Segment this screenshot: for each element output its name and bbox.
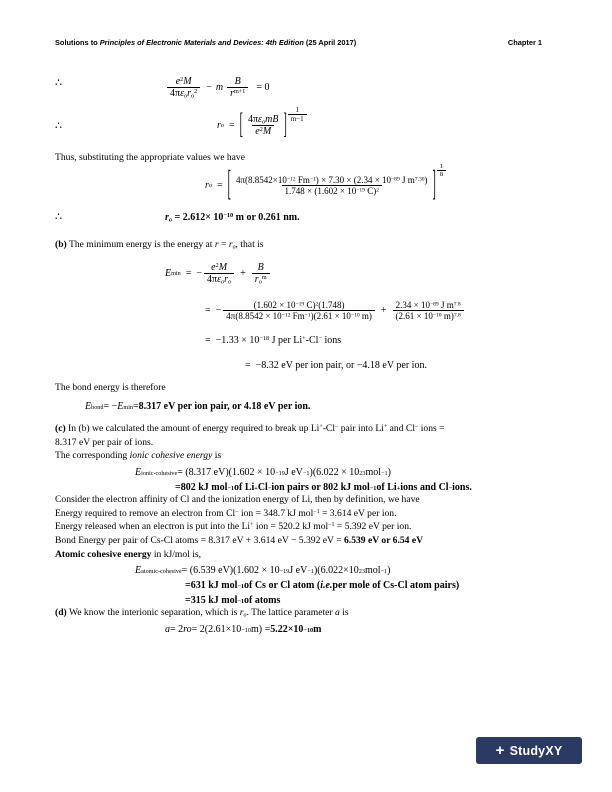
lattice-parameter-value: 5.22×10 [270,624,304,636]
eq1-den-r-sub: o [191,92,195,100]
bond-energy-result: 6.539 eV or 6.54 eV [344,534,424,546]
eq5-minus: − [196,268,203,280]
equation-3 [55,163,560,206]
eq9-bond-energy-value: 8.317 eV per ion pair, or 4.18 eV per ion. [138,401,311,413]
eq1-B-den-exp: m+1 [233,88,246,96]
eq4-unit: m or 0.261 nm. [233,212,300,224]
part-d-label: (d) [55,607,67,619]
equation-10: E ionic-cohesive = (8.317 eV)(1.602 × 10 −19 J eV −1 )(6.022 × 10 23 mol −1 ) [135,467,391,479]
eq3-numerator: $4\pi(8.8542\times 10^{-12}$ $Fm^{-1}) \times 7.30 \times (2.34 \times 10^{-89}$ J $m^{7.30}$) [235,175,428,186]
eq3-denominator: $1.748 \times (1.602 \times 10^{-19}$ C)$^2$ [282,185,382,196]
part-b-label: (b) [55,238,67,250]
eq6-minus: − [215,304,222,316]
eq2-left-bracket: [ [239,109,243,143]
eq2-den-M: M [262,126,272,138]
eq1-den-r: r [187,88,192,99]
eq1-B-den-r: r [230,88,234,100]
eq7-equals: = [205,334,211,346]
part-c-label: (c) [55,423,66,435]
document-body [55,62,560,635]
eq4-r: r [165,212,169,224]
equation-8 [55,360,560,371]
watermark-study: Study [509,743,546,758]
atomic-cohesive-line: Atomic cohesive energy in kJ/mol is, [55,548,202,560]
eq1-num-e: e [175,76,181,87]
eq4-value: = 2.612× 10 [172,212,224,224]
eq3-right-bracket: ] [432,165,436,206]
eq3-exp-num: 1 [439,163,444,171]
eq5-equals: = [185,268,192,280]
eq3-equals: = [217,180,223,192]
eq1-minus: − [206,82,212,94]
eq1-den-eps-sub: o [184,92,188,100]
eq2-num-B: B [272,113,279,125]
equation-6: = − $\frac{(1.602 \times 10^{-19} C)^2(1.748)}{4\pi(8.8542 \times 10^{-12} Fm^{-1})(2.61 \times 10^{-10} m)}$ + $\frac{2.34 \times 10^{-89} J m^{7.8}}{(2.61 \times 10^{-10} m)^{7.8}}$ [55,300,560,321]
eq3-left-bracket: [ [227,165,231,206]
part-c-line3: The corresponding ionic cohesive energy is [55,450,222,462]
equation-12: E atomic-cohesive = (6.539 eV)(1.602 × 10 −19 J eV −1 )(6.022×10 23 mol −1 ) [135,565,391,577]
therefore-symbol-2: ∴ [55,120,62,133]
eq1-den-eps: ε [180,88,185,99]
eq5-E: E [165,268,172,280]
equation-1 [55,76,560,100]
eq8-value: −8.32 eV per ion pair, or −4.18 eV per ion. [255,359,427,371]
equation-4 [55,210,560,224]
eq2-exp-num: 1 [295,106,299,115]
equation-13: = 631 kJ mol −1 of Cs or Cl atom ( i.e. per mole of Cs-Cl atom pairs) [185,580,460,592]
eq2-num-4: 4 [247,113,253,125]
eq2-num-eps: ε [258,113,262,125]
eq2-den-e: e [255,126,260,138]
eq3-exp-den: 8 [437,170,446,178]
eq1-den-4: 4 [170,88,175,99]
eq5-E-sub: min [171,270,181,278]
eq2-num-pi: π [252,113,259,125]
eq8-equals: = [245,359,251,371]
eq4-exp: −10 [223,212,234,220]
eq3-r-sub: o [208,182,212,190]
part-b-intro: (b) The minimum energy is the energy at r = ro, that is [55,238,264,251]
watermark-xy: XY [545,743,563,758]
part-c-line2: 8.317 eV per pair of ions. [55,436,154,448]
eq2-num-eps-sub: o [262,118,266,126]
equation-11: = 802 kJ mol −1 of Li + Cl − ion pairs or 802 kJ mol −1 of Li + ions and Cl − ions. [175,482,472,494]
header-book-title: Principles of Electronic Materials and Devices: 4th Edition [99,38,304,47]
part-c-line4: Consider the electron affinity of Cl and the ionization energy of Li, then by definition, we have [55,494,420,506]
eq1-m: m [215,82,224,94]
eq2-r: r [217,120,221,132]
equation-14: = 315 kJ mol −1 of atoms [185,595,281,607]
equation-15: a = 2 ro = 2(2.61×10 −10 m) = 5.22×10 −10 m [165,624,322,636]
header-title [55,38,356,47]
eq1-B: B [234,76,241,88]
equation-7: = $-1.33 \times 10^{-18}$ J per Li+-Cl− ions [205,334,342,346]
equation-2 [55,106,560,143]
eq1-den-r-sup: 2 [194,88,198,96]
eq2-exp-den: m−1 [288,114,307,123]
eq2-right-bracket: ] [283,109,287,143]
therefore-symbol-3: ∴ [55,211,62,224]
header-prefix: Solutions to [55,38,100,47]
eq2-num-m: m [265,113,273,125]
line-bond-energy: The bond energy is therefore [55,381,166,393]
part-c-line5: Energy required to remove an electron from Cl− ion = 348.7 kJ mol$^{-1}$ = 3.614 eV per ion. [55,507,397,519]
eq3-r: r [205,180,209,192]
equation-5: E min = − $\frac{e^2M}{\text{4πεoro}}$ + $\frac{B}{ro^m}$ [55,262,560,286]
eq1-num-M: M [183,76,192,87]
studyxy-watermark [476,737,582,764]
equation-9: E bond = − E min = 8.317 eV per ion pair, or 4.18 eV per ion. [85,401,311,413]
plus-icon: + [495,742,505,759]
eq2-r-sub: o [220,122,224,130]
part-c-line7: Bond Energy per pair of Cs-Cl atoms = 8.317 eV + 3.614 eV − 5.392 eV = 6.539 eV or 6.54 eV [55,534,424,546]
line-thus: Thus, substituting the appropriate values we have [55,152,245,164]
eq4-r-sub: o [168,216,172,224]
eq1-den-pi: π [175,88,181,99]
header-chapter: Chapter 1 [507,38,542,47]
part-d-line1: (d) We know the interionic separation, which is ro. The lattice parameter a is [55,607,349,619]
eq5-plus: + [240,268,246,280]
therefore-symbol-1: ∴ [55,77,62,89]
eq2-den-e-exp: 2 [259,126,263,134]
page-header [55,38,564,47]
eq6-plus: + [380,304,387,316]
eq1-num-e-exp: 2 [180,76,184,84]
eq2-equals: = [229,120,235,132]
header-date: (25 April 2017) [303,38,357,47]
eq1-equals-zero: = 0 [256,82,270,94]
eq6-equals: = [205,304,211,316]
part-c-line6: Energy released when an electron is put into the Li+ ion = 520.2 kJ mol$^{-1}$ = 5.392 eV per ion. [55,521,412,533]
part-c-line1: (c) In (b) we calculated the amount of energy required to break up Li+-Cl− pair into Li+ and Cl− ions = [55,423,445,435]
